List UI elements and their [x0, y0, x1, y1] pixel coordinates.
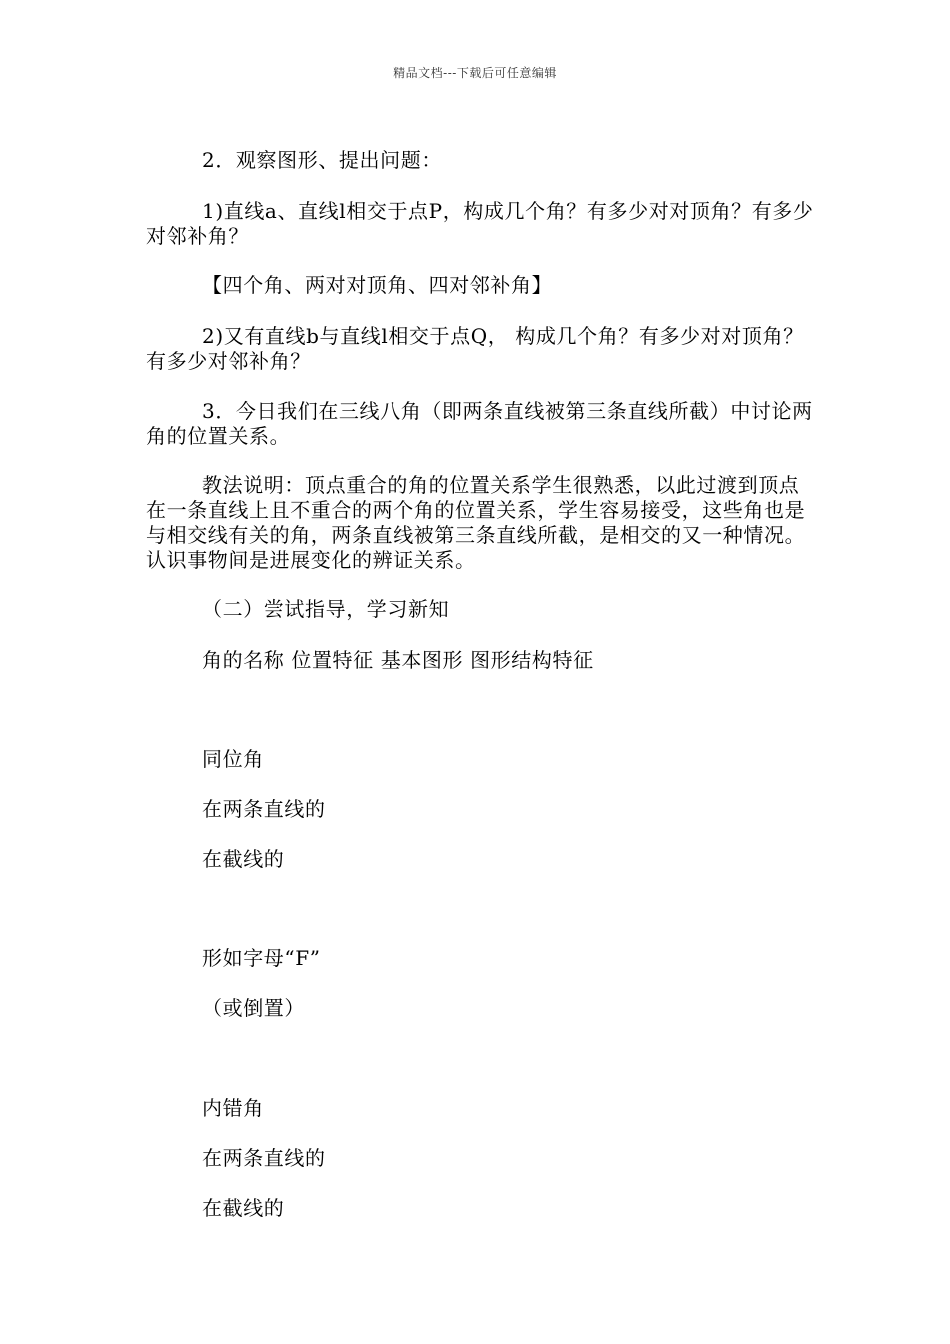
table-header: 角的名称 位置特征 基本图形 图形结构特征 — [202, 648, 594, 672]
section-heading-try-guide: （二）尝试指导，学习新知 — [202, 597, 450, 621]
paragraph-question-2: 2)又有直线b与直线l相交于点Q， 构成几个角？有多少对对顶角？有多少对邻补角？ — [146, 324, 804, 373]
row-1-structure-line-2: （或倒置） — [202, 996, 305, 1020]
row-1-position-line-1: 在两条直线的 — [202, 797, 326, 821]
row-1-position-line-2: 在截线的 — [202, 847, 285, 871]
paragraph-teaching-note: 教法说明：顶点重合的角的位置关系学生很熟悉，以此过渡到顶点在一条直线上且不重合的两个角的位置关系，学生容易接受，这些角也是与相交线有关的角，两条直线被第三条直线所截，是相交的又一种情况。认识事物间是进展变化的辨证关系。 — [146, 473, 806, 572]
paragraph-answer-1: 【四个角、两对对顶角、四对邻补角】 — [202, 273, 553, 297]
row-2-position-line-2: 在截线的 — [202, 1196, 285, 1220]
row-2-angle-name: 内错角 — [202, 1096, 264, 1120]
paragraph-today-topic: 3．今日我们在三线八角（即两条直线被第三条直线所截）中讨论两角的位置关系。 — [146, 399, 813, 448]
row-2-position-line-1: 在两条直线的 — [202, 1146, 326, 1170]
page-header: 精品文档---下载后可任意编辑 — [393, 66, 557, 80]
paragraph-question-1: 1)直线a、直线l相交于点P，构成几个角？有多少对对顶角？有多少对邻补角？ — [146, 199, 814, 248]
row-1-angle-name: 同位角 — [202, 747, 264, 771]
row-1-structure-line-1: 形如字母“F” — [202, 946, 321, 970]
paragraph-observe-figure: 2．观察图形、提出问题： — [202, 148, 442, 172]
